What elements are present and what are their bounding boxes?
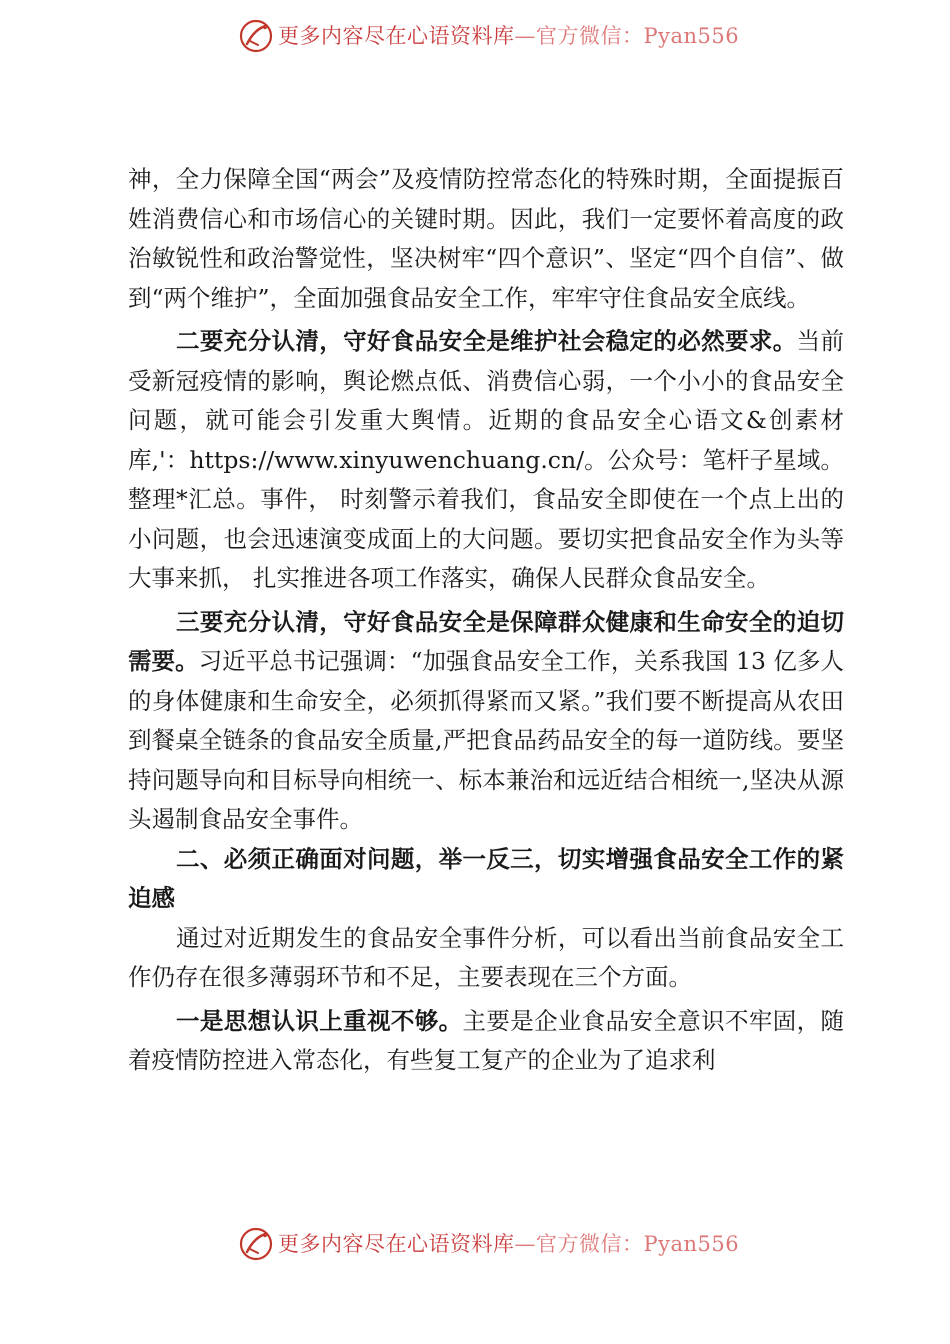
paragraph-5-heading: 一是思想认识上重视不够。 [176,1006,463,1035]
banner-separator: — [514,24,536,48]
brush-logo-icon [238,18,274,54]
banner-text [278,1230,739,1258]
document-body [128,160,844,1081]
banner-separator: — [514,1232,536,1256]
paragraph-2-body: 当前受新冠疫情的影响，舆论燃点低、消费信心弱，一个小小的食品安全问题，就可能会引发重大舆情。近期的食品安全心语文&创素材库,'：https://www.xinyuwenchuang.cn/。公众号：笔杆子星域。整理*汇总。事件， 时刻警示着我们，食品安全即使在一个点上出的小问题，也会迅速演变成面上的大问题。要切实把食品安全作为头等大事来抓， 扎实推进各项工作落实，确保人民群众食品安全。 [128,327,845,592]
paragraph-5 [128,1002,844,1081]
banner-wechat: 官方微信：Pyan556 [536,1232,740,1256]
paragraph-3 [128,603,844,840]
paragraph-1: 神，全力保障全国“两会”及疫情防控常态化的特殊时期，全面提振百姓消费信心和市场信心的关键时期。因此，我们一定要怀着高度的政治敏锐性和政治警觉性，坚决树牢“四个意识”、坚定“四个自信”、做到“两个维护”，全面加强食品安全工作，牢牢守住食品安全底线。 [128,165,844,312]
paragraph-3-heading: 三要充分认清，守好食品安全是保障群众健康和生命安全的迫切需要。 [128,607,844,675]
section-2-heading: 二、必须正确面对问题，举一反三，切实增强食品安全工作的紧迫感 [128,844,844,912]
brush-logo-icon [238,1226,274,1262]
footer-watermark-banner [0,1224,950,1264]
banner-title: 更多内容尽在心语资料库 [278,1232,515,1256]
banner-wechat: 官方微信：Pyan556 [536,24,740,48]
paragraph-5-body: 主要是企业食品安全意识不牢固，随着疫情防控进入常态化，有些复工复产的企业为了追求利 [128,1006,845,1074]
banner-title: 更多内容尽在心语资料库 [278,24,515,48]
paragraph-4: 通过对近期发生的食品安全事件分析，可以看出当前食品安全工作仍存在很多薄弱环节和不足，主要表现在三个方面。 [128,923,844,991]
paragraph-2 [128,322,844,599]
banner-text [278,22,739,50]
paragraph-3-body: 习近平总书记强调：“加强食品安全工作，关系我国 13 亿多人的身体健康和生命安全，必须抓得紧而又紧。”我们要不断提高从农田到餐桌全链条的食品安全质量,严把食品药品安全的每一道防线。要坚持问题导向和目标导向相统一、标本兼治和远近结合相统一,坚决从源头遏制食品安全事件。 [128,647,845,833]
paragraph-2-heading: 二要充分认清，守好食品安全是维护社会稳定的必然要求。 [176,327,797,355]
header-watermark-banner [0,16,950,56]
